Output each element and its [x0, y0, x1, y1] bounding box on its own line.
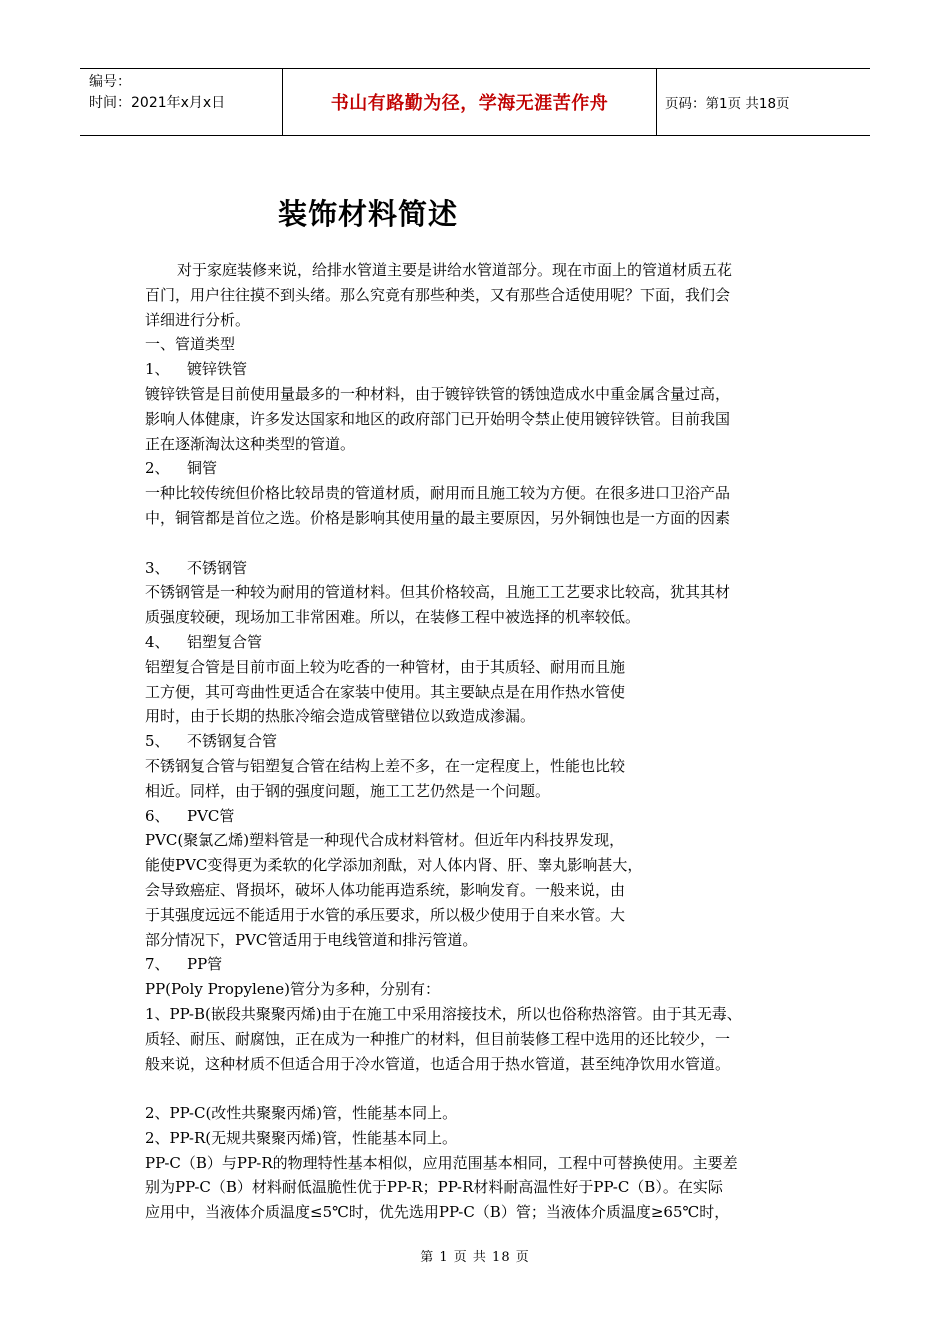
item-heading: [145, 952, 810, 977]
document-body: [145, 258, 810, 1225]
paragraph-line: 般来说，这种材质不但适合用于冷水管道，也适合用于热水管道，甚至纯净饮用水管道。: [145, 1054, 731, 1073]
document-number-label: 编号：: [89, 74, 131, 90]
item-number: 4、: [145, 632, 170, 651]
item-heading: [145, 556, 810, 581]
item-name: PVC管: [187, 806, 235, 825]
item-number: 7、: [145, 955, 170, 974]
item-heading: [145, 456, 810, 481]
item-heading: [145, 804, 810, 829]
item-number: 6、: [145, 806, 170, 825]
header-motto-cell: [283, 69, 657, 135]
paragraph-line: 质轻、耐压、耐腐蚀，正在成为一种推广的材料，但目前装修工程中选用的还比较少，一: [145, 1029, 731, 1048]
paragraph-line: 能使PVC变得更为柔软的化学添加剂酞，对人体内肾、肝、睾丸影响甚大，: [145, 856, 643, 875]
header-page-info: 页码：第1页 共18页: [665, 96, 790, 112]
paragraph-line: 对于家庭装修来说，给排水管道主要是讲给水管道部分。现在市面上的管道材质五花: [177, 261, 733, 279]
item-number: 5、: [145, 732, 170, 751]
paragraph-line: 相近。同样，由于钢的强度问题，施工工艺仍然是一个问题。: [145, 781, 551, 800]
paragraph-line: 中，铜管都是首位之选。价格是影响其使用量的最主要原因，另外铜蚀也是一方面的因素: [145, 508, 731, 527]
item-heading: [145, 357, 810, 382]
paragraph-line: 铝塑复合管是目前市面上较为吃香的一种管材，由于其质轻、耐用而且施: [145, 657, 626, 676]
paragraph-line: 百门，用户往往摸不到头绪。那么究竟有那些种类，又有那些合适使用呢？下面，我们会: [145, 285, 731, 304]
paragraph-line: 2、PP-R(无规共聚聚丙烯)管，性能基本同上。: [145, 1128, 457, 1147]
header-meta-cell: [80, 69, 283, 135]
paragraph-line: 别为PP-C（B）材料耐低温脆性优于PP-R；PP-R材料耐高温性好于PP-C（B）。在实际: [145, 1178, 723, 1197]
item-name: 不锈钢复合管: [187, 732, 278, 751]
paragraph-line: 应用中，当液体介质温度≤5℃时，优先选用PP-C（B）管；当液体介质温度≥65℃时，: [145, 1203, 730, 1222]
paragraph-line: 详细进行分析。: [145, 310, 251, 329]
document-title: 装饰材料简述: [278, 197, 459, 231]
section-heading: 一、管道类型: [145, 335, 236, 354]
paragraph-line: 会导致癌症、肾损坏，破坏人体功能再造系统，影响发育。一般来说，由: [145, 880, 626, 899]
paragraph-line: 1、PP-B(嵌段共聚聚丙烯)由于在施工中采用溶接技术，所以也俗称热溶管。由于其无毒、: [145, 1004, 742, 1023]
item-number: 1、: [145, 360, 170, 379]
paragraph-line: PP-C（B）与PP-R的物理特性基本相似，应用范围基本相同，工程中可替换使用。主要差: [145, 1153, 738, 1172]
paragraph-line: 质强度较硬，现场加工非常困难。所以，在装修工程中被选择的机率较低。: [145, 608, 641, 627]
item-number: 2、: [145, 459, 170, 478]
item-number: 3、: [145, 558, 170, 577]
paragraph-line: 用时，由于长期的热胀冷缩会造成管壁错位以致造成渗漏。: [145, 707, 536, 726]
item-heading: [145, 630, 810, 655]
paragraph-line: 正在逐渐淘汰这种类型的管道。: [145, 434, 356, 453]
item-name: 铜管: [187, 459, 218, 478]
paragraph-line: 一种比较传统但价格比较昂贵的管道材质，耐用而且施工较为方便。在很多进口卫浴产品: [145, 484, 731, 503]
item-name: 铝塑复合管: [187, 632, 263, 651]
paragraph-line: 镀锌铁管是目前使用量最多的一种材料，由于镀锌铁管的锈蚀造成水中重金属含量过高，: [145, 384, 731, 403]
paragraph-line: 2、PP-C(改性共聚聚丙烯)管，性能基本同上。: [145, 1104, 458, 1123]
paragraph-line: 于其强度远远不能适用于水管的承压要求，所以极少使用于自来水管。大: [145, 905, 626, 924]
blank-line: [145, 1076, 810, 1101]
page-footer: 第 1 页 共 18 页: [420, 1250, 530, 1265]
document-date-label: 时间：2021年x月x日: [89, 95, 226, 111]
paragraph-line: PP(Poly Propylene)管分为多种，分别有：: [145, 980, 441, 999]
paragraph-line: 影响人体健康，许多发达国家和地区的政府部门已开始明令禁止使用镀锌铁管。目前我国: [145, 409, 731, 428]
item-name: 镀锌铁管: [187, 360, 248, 379]
paragraph-line: 不锈钢复合管与铝塑复合管在结构上差不多，在一定程度上，性能也比较: [145, 756, 626, 775]
header-motto: 书山有路勤为径，学海无涯苦作舟: [330, 93, 609, 114]
paragraph-line: 工方便，其可弯曲性更适合在家装中使用。其主要缺点是在用作热水管使: [145, 682, 626, 701]
item-name: 不锈钢管: [187, 558, 248, 577]
paragraph-line: 不锈钢管是一种较为耐用的管道材料。但其价格较高，且施工工艺要求比较高，犹其其材: [145, 583, 731, 602]
paragraph-line: PVC(聚氯乙烯)塑料管是一种现代合成材料管材。但近年内科技界发现，: [145, 831, 625, 850]
paragraph-line: 部分情况下，PVC管适用于电线管道和排污管道。: [145, 930, 478, 949]
header-table: [80, 68, 870, 136]
item-name: PP管: [187, 955, 223, 974]
header-page-cell: [657, 69, 870, 135]
blank-line: [145, 531, 810, 556]
item-heading: [145, 729, 810, 754]
